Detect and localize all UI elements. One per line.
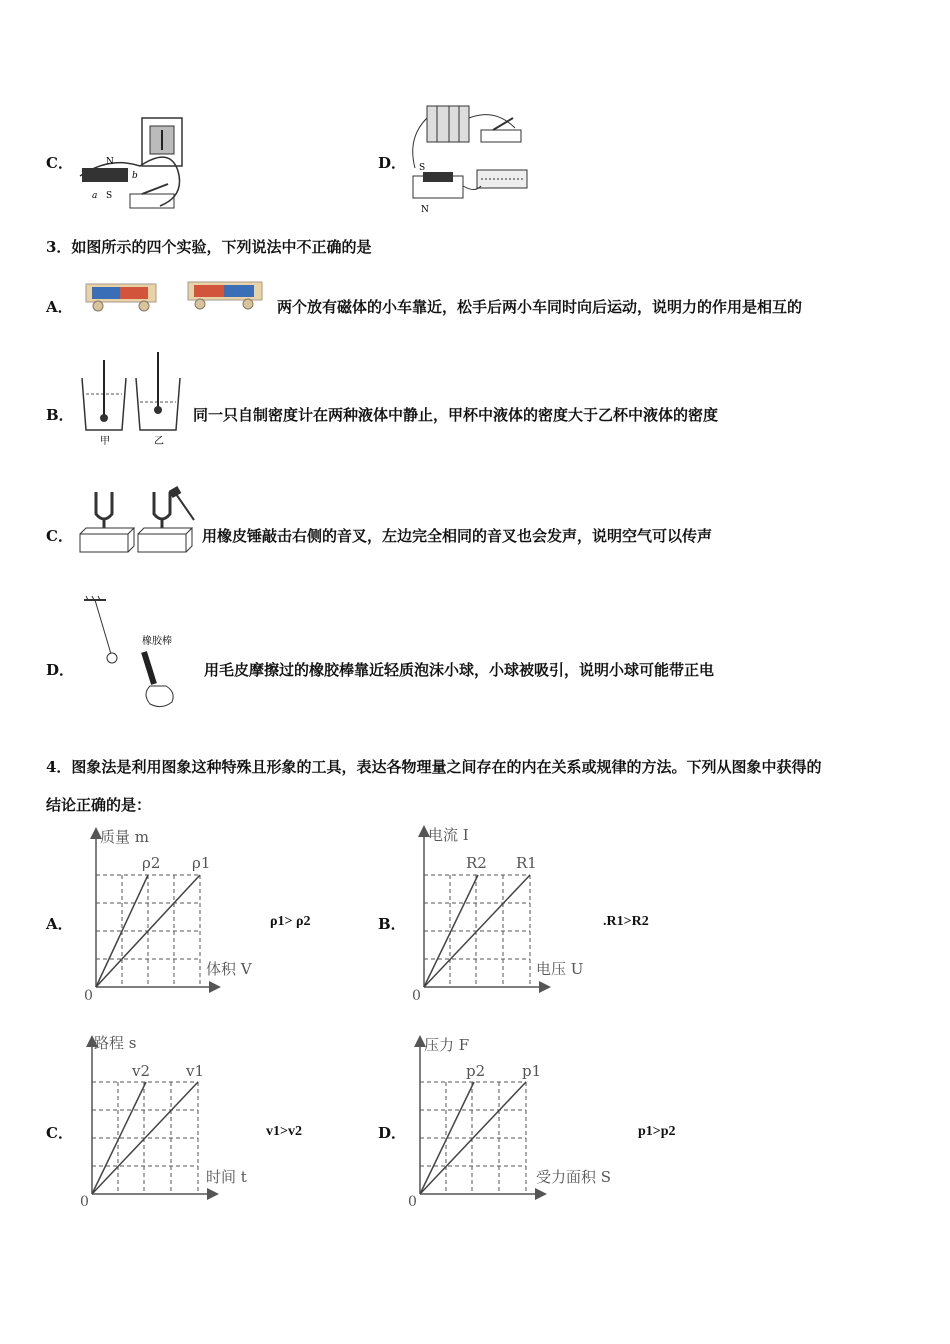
q3-option-b-figure	[78, 350, 188, 450]
q3-option-d-label: D．	[46, 661, 75, 679]
q4-stem-line1: 4．图象法是利用图象这种特殊且形象的工具，表达各物理量之间存在的内在关系或规律的方法。下列从图象中获得的	[46, 758, 822, 776]
q4d-xlabel: 受力面积 S	[536, 1168, 612, 1186]
q4a-xlabel: 体积 V	[206, 960, 252, 978]
q4b-line1-label: R2	[466, 854, 487, 872]
q3b-cup2-text: 乙	[154, 436, 164, 447]
q3-option-c-text: 用橡皮锤敲击右侧的音叉，左边完全相同的音叉也会发声，说明空气可以传声	[202, 527, 713, 545]
q4-option-c-label: C．	[46, 1124, 73, 1142]
q4d-line2-label: p1	[522, 1062, 542, 1080]
q2c-s-text: S	[106, 191, 113, 201]
q2c-n-text: N	[106, 157, 114, 167]
q3-stem: 3．如图所示的四个实验，下列说法中不正确的是	[46, 238, 372, 256]
q2d-n-text: N	[421, 205, 429, 215]
q2-option-d-figure	[405, 98, 535, 216]
q4-option-d-label: D．	[378, 1124, 407, 1142]
q4-graph-b	[406, 820, 606, 1006]
q4-option-c-conclusion: v1>v2	[266, 1124, 302, 1139]
q2c-a-text: a	[92, 191, 98, 201]
q4b-origin: 0	[412, 988, 421, 1004]
q3-option-d-figure	[80, 594, 192, 716]
q2d-s-text: S	[419, 163, 426, 173]
q4d-line1-label: p2	[466, 1062, 486, 1080]
q4d-ylabel: 压力 F	[424, 1036, 470, 1054]
q4-graph-c	[74, 1030, 274, 1214]
q4-option-a-conclusion: ρ1> ρ2	[270, 914, 311, 929]
q4c-line1-label: v2	[132, 1062, 151, 1080]
q4c-xlabel: 时间 t	[206, 1168, 247, 1186]
q3-option-a-text: 两个放有磁体的小车靠近，松手后两小车同时向后运动，说明力的作用是相互的	[277, 298, 803, 316]
q4-graph-a	[78, 822, 278, 1006]
q4c-ylabel: 路程 s	[94, 1034, 137, 1052]
q3-option-a-label: A．	[46, 298, 73, 316]
q2-option-c-figure	[70, 116, 190, 216]
q3d-rod-text: 橡胶棒	[142, 636, 172, 647]
q3-option-c-label: C．	[46, 527, 73, 545]
q4c-line2-label: v1	[186, 1062, 205, 1080]
q4c-origin: 0	[80, 1194, 89, 1210]
q3b-cup1-text: 甲	[100, 436, 110, 447]
q4a-ylabel: 质量 m	[100, 828, 149, 846]
q4-option-b-label: B．	[378, 915, 406, 933]
q4a-line2-label: ρ1	[192, 854, 211, 872]
q4-option-a-label: A．	[46, 915, 73, 933]
q4b-ylabel: 电流 I	[428, 826, 469, 844]
q2-option-d-label: D．	[378, 154, 407, 172]
q4-option-d-conclusion: p1>p2	[638, 1124, 676, 1139]
q2-option-c-label: C．	[46, 154, 73, 172]
q4-graph-d	[402, 1030, 642, 1214]
q3-option-b-text: 同一只自制密度计在两种液体中静止，甲杯中液体的密度大于乙杯中液体的密度	[193, 406, 719, 424]
q3-option-d-text: 用毛皮摩擦过的橡胶棒靠近轻质泡沫小球，小球被吸引，说明小球可能带正电	[204, 661, 715, 679]
q4a-origin: 0	[84, 988, 93, 1004]
q4b-line2-label: R1	[516, 854, 537, 872]
q3-option-b-label: B．	[46, 406, 74, 424]
q4d-origin: 0	[408, 1194, 417, 1210]
q4a-line1-label: ρ2	[142, 854, 161, 872]
q2c-b-text: b	[132, 171, 138, 181]
q4-stem-line2: 结论正确的是：	[46, 796, 152, 814]
q4b-xlabel: 电压 U	[536, 960, 584, 978]
q3-option-c-figure	[76, 484, 200, 560]
q3-option-a-figure	[84, 278, 274, 316]
q4-option-b-conclusion: .R1>R2	[603, 914, 649, 929]
